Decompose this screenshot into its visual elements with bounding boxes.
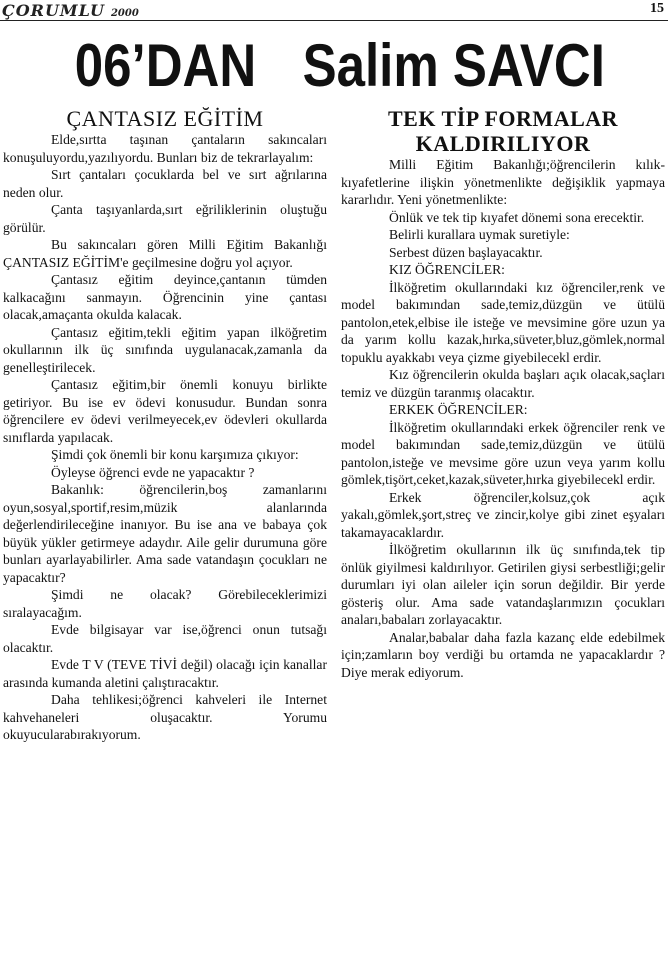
paragraph: Elde,sırtta taşınan çantaların sakıncaları konuşuluyordu,yazılıyordu. Bunları biz de tekrarlayalım: bbox=[3, 132, 327, 165]
paragraph: Serbest düzen başlayacaktır. bbox=[389, 244, 543, 260]
paragraph: İlköğretim okullarının ilk üç sınıfında,tek tip önlük giyilmesi kaldırılıyor. Getirilen giysi serbestliği;gelir durumları iyi olan aileler için sorun değildir. Bir yerde gösteriş olur. Ama sade vatandaşlarımızın çocukları anaları,babaları zorlayacaktır. bbox=[341, 542, 665, 627]
paragraph: Evde bilgisayar var ise,öğrenci onun tutsağı olacaktır. bbox=[3, 622, 327, 655]
paragraph: KIZ ÖĞRENCİLER: bbox=[389, 262, 505, 277]
paragraph: Öyleyse öğrenci evde ne yapacaktır ? bbox=[51, 464, 255, 480]
page-header bbox=[0, 0, 668, 22]
paragraph: Kız öğrencilerin okulda başları açık olacak,saçları temiz ve düzgün taranmış olacaktır. bbox=[341, 367, 665, 400]
paragraph: Çantasız eğitim,bir önemli konuyu birlikte getiriyor. Bu ise ev ödevi konusudur. Bundan sonra öğrencilere ev ödevi verilmeyecek,ev ödevleri okullarda sınıflarda yapılacak. bbox=[3, 377, 327, 445]
right-article-title: TEK TİP FORMALAR KALDIRILIYOR bbox=[387, 106, 619, 156]
paragraph: Bakanlık: öğrencilerin,boş zamanlarını oyun,sosyal,sportif,resim,müzik alanlarında değerlendirileceğine inanıyor. Bu ise ana ve babaya çok büyük yükler getirmeye adaydır. Aile gelir durumuna göre bunları ayarlayabilirler. Ama sade vatandaşın çocukları ne yapacaktır? bbox=[3, 482, 327, 585]
right-article bbox=[341, 106, 665, 681]
paragraph: Daha tehlikesi;öğrenci kahveleri ile Internet kahvehaneleri oluşacaktır. Yorumu okuyucularabırakıyorum. bbox=[3, 692, 327, 742]
paragraph: ERKEK ÖĞRENCİLER: bbox=[389, 402, 528, 417]
left-article-body bbox=[3, 131, 327, 744]
paragraph: Önlük ve tek tip kıyafet dönemi sona erecektir. bbox=[389, 209, 645, 225]
paragraph: Analar,babalar daha fazla kazanç elde edebilmek için;zamların boy verdiği bu ortamda ne yapacaklardır ? Diye merak ediyorum. bbox=[341, 629, 665, 680]
header-rule bbox=[0, 20, 668, 21]
paragraph: Milli Eğitim Bakanlığı;öğrencilerin kılık-kıyafetlerine ilişkin yönetmenlikte değişiklik yapmaya kararlıdır. Yeni yönetmenlikte: bbox=[341, 157, 665, 207]
paragraph: İlköğretim okullarındaki kız öğrenciler,renk ve model bakımından sade,temiz,düzgün ve ütülü pantolon,etek,elbise ile isteğe ve mevsimine göre uzun ya da yarım kollu kazak,hırka,süveter,bluz,gömlek,normal topuklu ayakkabı veya çizme giyebilecekl erdir. bbox=[341, 279, 665, 365]
paragraph: Çantasız eğitim,tekli eğitim yapan ilköğretim okullarının ilk üç sınıfında uygulanacak,zamanla da genelleştirilecek. bbox=[3, 324, 327, 375]
paragraph: Şimdi ne olacak? Görebileceklerimizi sıralayacağım. bbox=[3, 587, 327, 620]
page-number: 15 bbox=[650, 1, 664, 16]
paragraph: Çantasız eğitim deyince,çantanın tümden kalkacağını sanmayın. Öğrencinin yine çantası olacak,amaçanta okulda kalacak. bbox=[3, 272, 327, 322]
brand-year: 2000 bbox=[110, 8, 139, 19]
headline-author: Salim SAVCI bbox=[302, 32, 605, 99]
headline bbox=[0, 27, 605, 105]
brand-text: ÇORUMLU bbox=[2, 1, 105, 20]
headline-part1: 06’DAN bbox=[74, 32, 257, 99]
paragraph: İlköğretim okullarındaki erkek öğrenciler renk ve model bakımından sade,temiz,düzgün ve ütülü pantolon,isteğe ve mevsime göre uzun veya yarım kollu gömlek,tişört,ceket,kazak,süveter,hırka giyebilecekl erdir. bbox=[341, 419, 665, 487]
publication-name bbox=[2, 1, 139, 20]
paragraph: Erkek öğrenciler,kolsuz,çok açık yakalı,gömlek,şort,streç ve zincir,kolye gibi zinet eşyaları takamayacaklardır. bbox=[341, 489, 665, 540]
paragraph: Belirli kurallara uymak suretiyle: bbox=[389, 227, 570, 242]
right-article-body bbox=[341, 156, 665, 681]
left-article-title: ÇANTASIZ EĞİTİM bbox=[66, 106, 264, 131]
paragraph: Çanta taşıyanlarda,sırt eğriliklerinin oluştuğu görülür. bbox=[3, 202, 327, 235]
paragraph: Sırt çantaları çocuklarda bel ve sırt ağrılarına neden olur. bbox=[3, 167, 327, 200]
left-article bbox=[3, 106, 327, 744]
paragraph: Evde T V (TEVE TİVİ değil) olacağı için kanallar arasında kumanda aletini çalıştıracaktır. bbox=[3, 657, 327, 690]
paragraph: Bu sakıncaları gören Milli Eğitim Bakanlığı ÇANTASIZ EĞİTİM'e geçilmesine doğru yol açıyor. bbox=[3, 237, 327, 270]
paragraph: Şimdi çok önemli bir konu karşımıza çıkıyor: bbox=[51, 447, 299, 462]
